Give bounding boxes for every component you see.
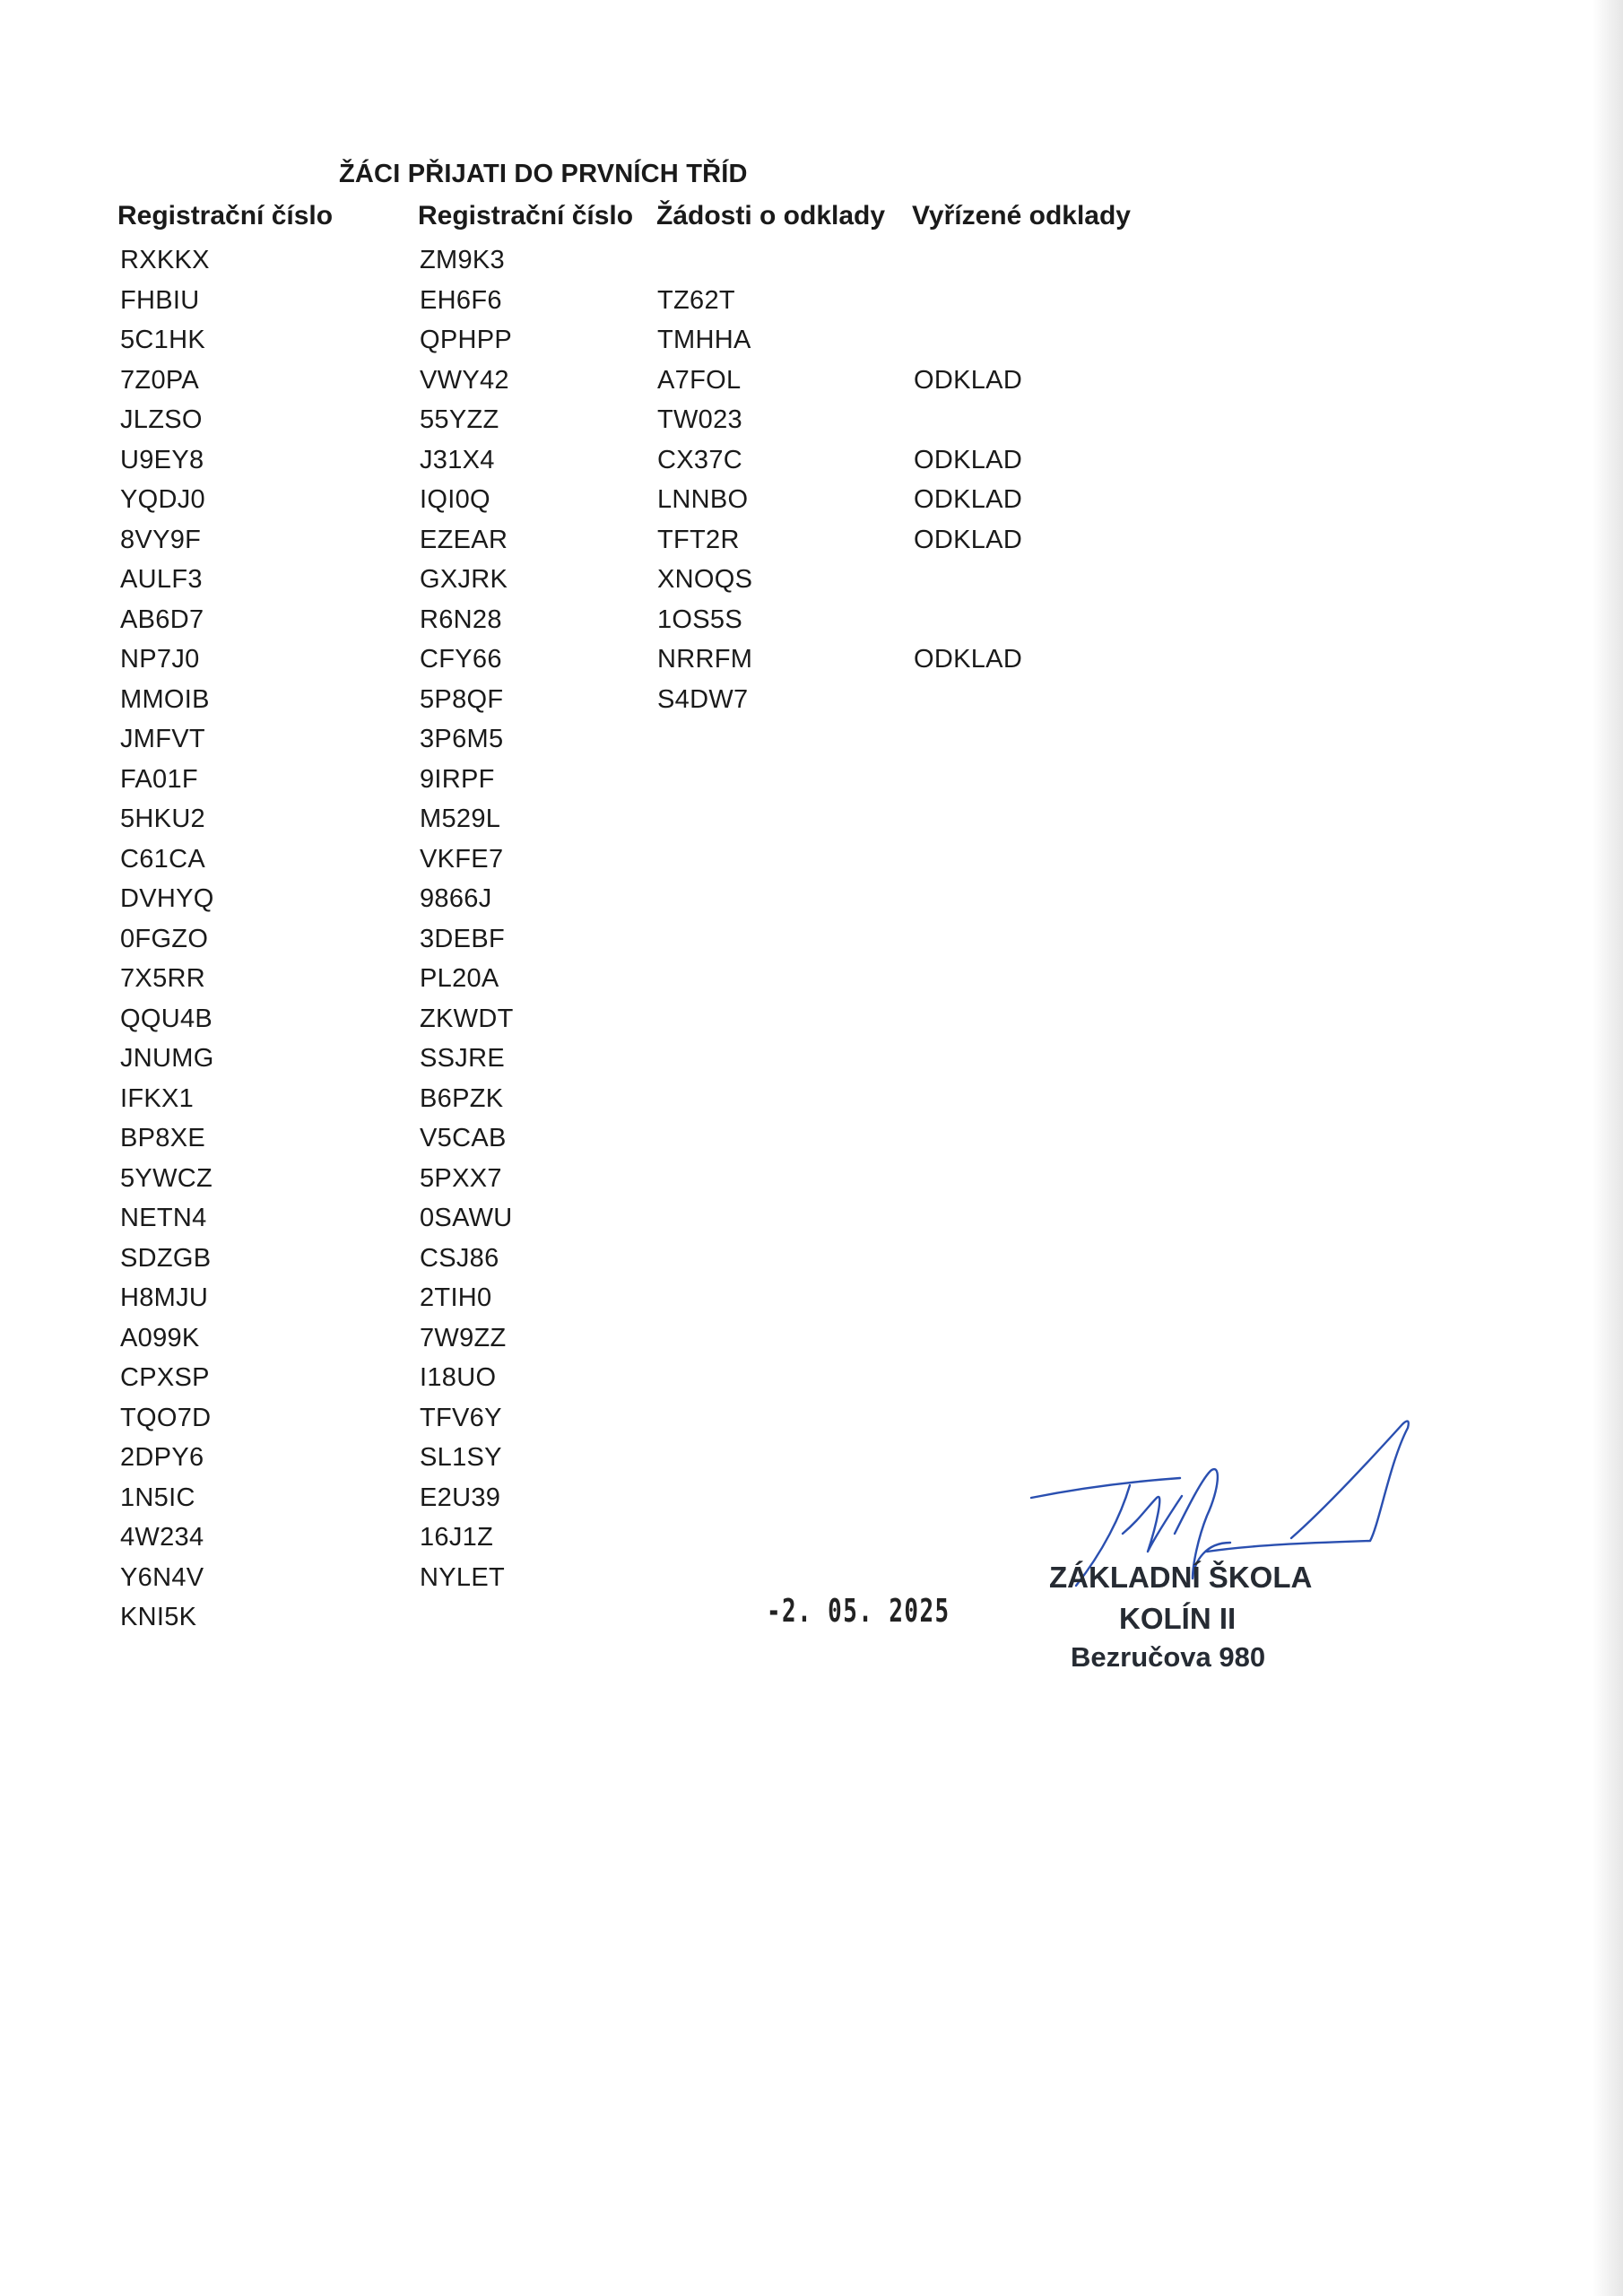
list-item: 0FGZO xyxy=(120,924,209,953)
list-item: SDZGB xyxy=(120,1243,212,1273)
list-item: E2U39 xyxy=(420,1483,501,1512)
school-stamp-name: ZÁKLADNÍ ŠKOLA xyxy=(1049,1561,1313,1594)
list-item: ODKLAD xyxy=(914,525,1023,554)
list-item: C61CA xyxy=(120,844,205,874)
list-item: FHBIU xyxy=(120,285,200,315)
list-item xyxy=(914,320,1022,361)
list-item: J31X4 xyxy=(420,445,495,474)
list-item: TW023 xyxy=(657,405,742,434)
list-item: A7FOL xyxy=(657,365,742,395)
list-item: SL1SY xyxy=(420,1443,502,1472)
list-item: JNUMG xyxy=(120,1044,214,1073)
list-item: M529L xyxy=(420,804,501,833)
list-item: 55YZZ xyxy=(420,405,499,434)
list-item: EZEAR xyxy=(420,525,508,554)
list-item: TMHHA xyxy=(657,326,751,354)
list-item: Y6N4V xyxy=(120,1562,204,1592)
school-stamp xyxy=(1031,1561,1336,1686)
scan-edge-shadow xyxy=(1593,0,1623,2296)
list-item: 7Z0PA xyxy=(120,365,200,395)
list-item: ZM9K3 xyxy=(420,246,505,274)
list-item: JMFVT xyxy=(120,725,205,753)
list-item xyxy=(914,240,1022,281)
registration-list-1 xyxy=(120,240,214,1638)
list-item: TZ62T xyxy=(657,285,735,315)
list-item: KNI5K xyxy=(120,1603,197,1631)
list-item xyxy=(914,560,1022,600)
column-header-registration-2: Registrační číslo xyxy=(418,201,634,230)
list-item: EH6F6 xyxy=(420,285,502,315)
list-item: 2TIH0 xyxy=(420,1283,492,1312)
list-item: MMOIB xyxy=(120,684,210,714)
list-item: 5PXX7 xyxy=(420,1163,502,1193)
list-item: 9IRPF xyxy=(420,764,495,794)
list-item: BP8XE xyxy=(120,1124,205,1152)
list-item: ODKLAD xyxy=(914,645,1023,674)
list-item: U9EY8 xyxy=(120,445,204,474)
list-item: XNOQS xyxy=(657,565,753,594)
list-item: VWY42 xyxy=(420,365,509,395)
list-item xyxy=(914,281,1022,321)
list-item: 7X5RR xyxy=(120,964,205,993)
list-item: NP7J0 xyxy=(120,645,200,674)
list-item: 5HKU2 xyxy=(120,804,205,833)
list-item: V5CAB xyxy=(420,1124,507,1152)
list-item: NRRFM xyxy=(657,645,753,674)
list-item: DVHYQ xyxy=(120,884,214,913)
list-item: VKFE7 xyxy=(420,844,504,874)
list-item: S4DW7 xyxy=(657,684,749,714)
list-item: 1OS5S xyxy=(657,604,742,634)
list-item: TFV6Y xyxy=(420,1403,502,1432)
list-item: 16J1Z xyxy=(420,1523,494,1552)
list-item: 7W9ZZ xyxy=(420,1323,507,1352)
list-item: ZKWDT xyxy=(420,1004,514,1033)
list-item: LNNBO xyxy=(657,485,749,514)
list-item: FA01F xyxy=(120,764,198,794)
list-item: IQI0Q xyxy=(420,485,490,514)
list-item: 2DPY6 xyxy=(120,1443,204,1472)
column-header-resolved-deferrals: Vyřízené odklady xyxy=(912,201,1131,230)
list-item: 1N5IC xyxy=(120,1483,195,1512)
list-item xyxy=(914,600,1022,640)
column-header-registration-1: Registrační číslo xyxy=(117,201,334,230)
list-item: YQDJ0 xyxy=(120,485,205,514)
registration-list-2 xyxy=(420,240,514,1597)
list-item xyxy=(914,400,1022,440)
school-stamp-address: Bezručova 980 xyxy=(1071,1641,1266,1673)
list-item: CFY66 xyxy=(420,645,502,674)
document-title: ŽÁCI PŘIJATI DO PRVNÍCH TŘÍD xyxy=(339,160,748,188)
list-item: JLZSO xyxy=(120,405,203,434)
list-item: A099K xyxy=(120,1323,200,1352)
list-item: IFKX1 xyxy=(120,1083,195,1113)
list-item: 3DEBF xyxy=(420,924,505,953)
list-item: QPHPP xyxy=(420,326,513,354)
list-item: QQU4B xyxy=(120,1004,213,1033)
list-item: CSJ86 xyxy=(420,1243,499,1273)
list-item: 5P8QF xyxy=(420,684,504,714)
list-item: AB6D7 xyxy=(120,604,204,634)
list-item: GXJRK xyxy=(420,565,508,594)
column-header-deferral-requests: Žádosti o odklady xyxy=(656,201,886,230)
resolved-deferral-list xyxy=(914,240,1022,680)
list-item: 8VY9F xyxy=(120,525,202,554)
list-item: 3P6M5 xyxy=(420,725,504,753)
list-item: ODKLAD xyxy=(914,485,1023,514)
list-item: CPXSP xyxy=(120,1363,210,1392)
list-item: B6PZK xyxy=(420,1083,504,1113)
list-item: 5C1HK xyxy=(120,326,205,354)
list-item: RXKKX xyxy=(120,246,210,274)
list-item: AULF3 xyxy=(120,565,203,594)
list-item: NETN4 xyxy=(120,1204,207,1232)
list-item: CX37C xyxy=(657,445,742,474)
list-item: H8MJU xyxy=(120,1283,209,1312)
list-item: ODKLAD xyxy=(914,365,1023,395)
list-item: 0SAWU xyxy=(420,1204,513,1232)
list-item: PL20A xyxy=(420,964,499,993)
list-item: TQO7D xyxy=(120,1403,212,1432)
list-item: TFT2R xyxy=(657,525,740,554)
list-item: SSJRE xyxy=(420,1044,505,1073)
list-item: NYLET xyxy=(420,1562,505,1592)
list-item xyxy=(657,240,752,281)
list-item: 5YWCZ xyxy=(120,1163,213,1193)
list-item: I18UO xyxy=(420,1363,497,1392)
list-item: 4W234 xyxy=(120,1523,204,1552)
list-item: 9866J xyxy=(420,884,492,913)
list-item: R6N28 xyxy=(420,604,502,634)
deferral-request-list xyxy=(657,240,752,719)
school-stamp-town: KOLÍN II xyxy=(1119,1602,1237,1635)
date-stamp: -2. 05. 2025 xyxy=(767,1593,950,1630)
list-item: ODKLAD xyxy=(914,445,1023,474)
